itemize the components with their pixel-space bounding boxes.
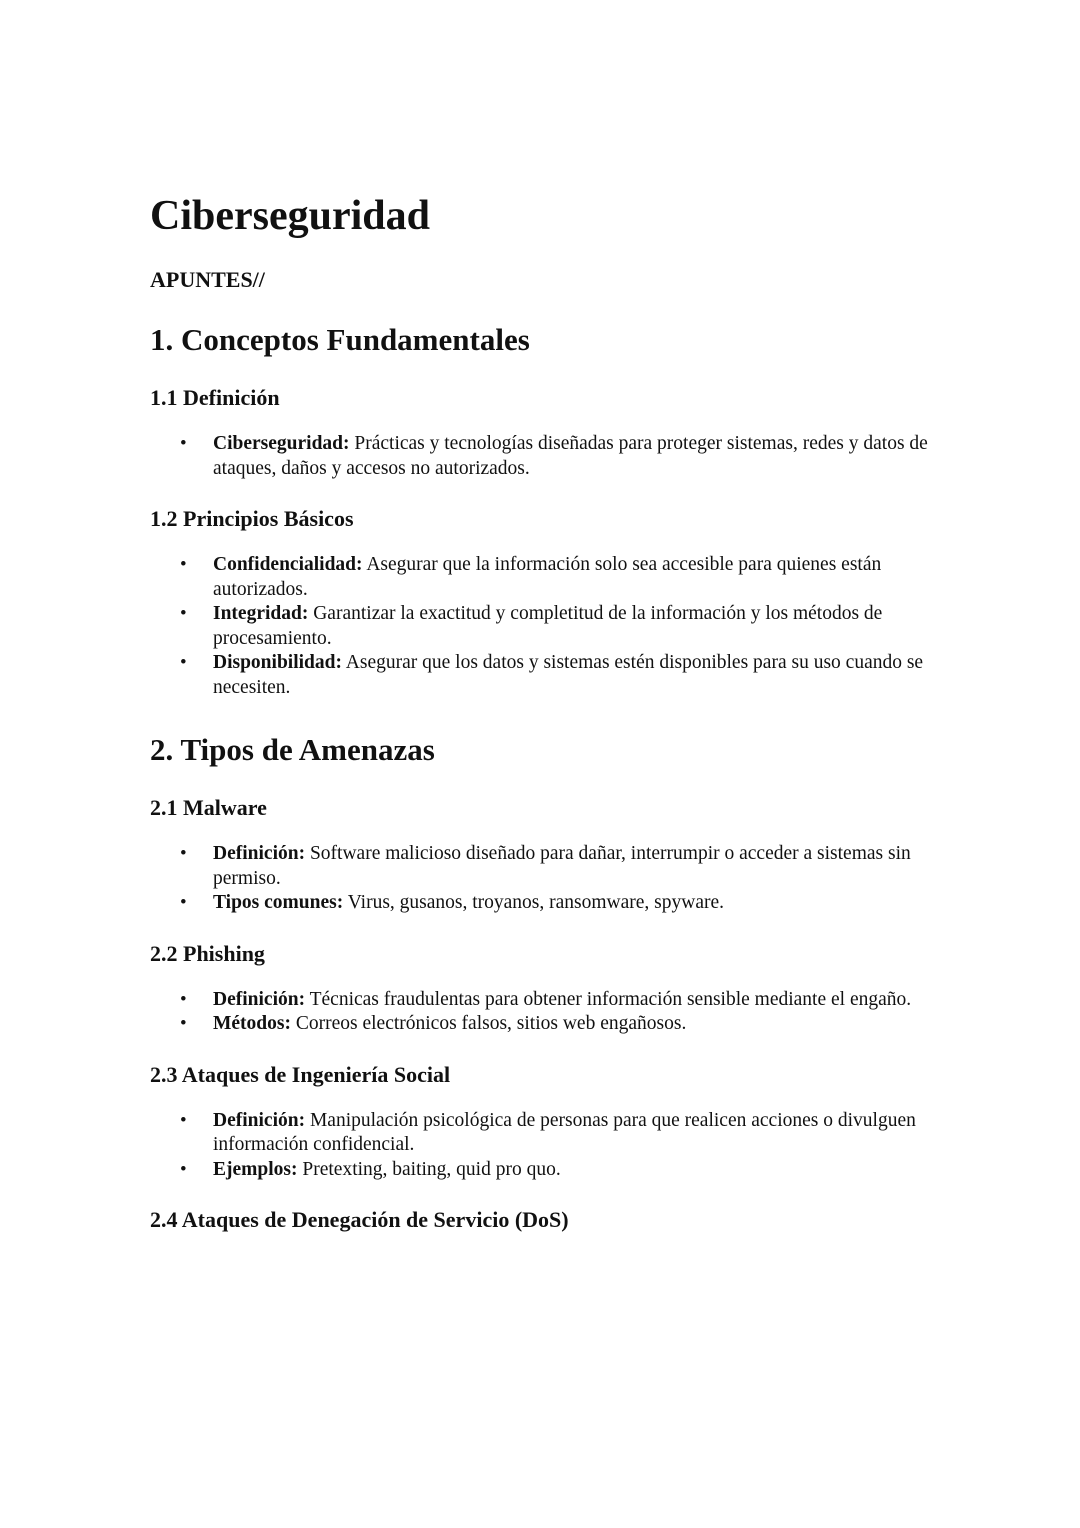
subsection-heading-2-3: 2.3 Ataques de Ingeniería Social [150,1061,451,1087]
list-item [150,1109,930,1158]
item-text: Pretexting, baiting, quid pro quo. [297,1158,561,1180]
document-page [150,190,930,1254]
item-term: Métodos: [213,1013,291,1034]
list-item [150,553,930,602]
item-text: Garantizar la exactitud y completitud de la información y los métodos de procesamiento. [213,603,883,649]
subsection-heading-2-4: 2.4 Ataques de Denegación de Servicio (DoS) [150,1207,569,1232]
item-term: Integridad: [213,603,309,624]
list-item [150,1012,930,1037]
item-term: Ejemplos: [213,1158,298,1180]
item-text: Asegurar que los datos y sistemas estén disponibles para su uso cuando se necesiten. [213,652,924,698]
bullet-list [150,432,930,481]
list-item [150,988,930,1013]
item-term: Definición: [213,843,306,864]
item-text: Prácticas y tecnologías diseñadas para proteger sistemas, redes y datos de ataques, daños y accesos no autorizados. [213,433,928,479]
subsection-heading-2-1: 2.1 Malware [150,795,267,820]
item-text: Software malicioso diseñado para dañar, interrumpir o acceder a sistemas sin permiso. [213,843,911,889]
list-item [150,1158,930,1183]
list-item [150,842,930,891]
section-heading-2: 2. Tipos de Amenazas [150,732,435,767]
item-text: Técnicas fraudulentas para obtener información sensible mediante el engaño. [305,988,912,1010]
list-item [150,891,930,916]
subsection-heading-1-1: 1.1 Definición [150,385,280,410]
bullet-list [150,553,930,700]
item-term: Disponibilidad: [213,652,342,673]
section-heading-1: 1. Conceptos Fundamentales [150,322,530,357]
document-title: Ciberseguridad [150,193,431,239]
bullet-list [150,842,930,916]
subsection-heading-1-2: 1.2 Principios Básicos [150,506,354,531]
item-text: Manipulación psicológica de personas para que realicen acciones o divulguen información confidencial. [213,1109,916,1155]
item-term: Definición: [213,988,306,1010]
item-term: Ciberseguridad: [213,433,350,454]
item-term: Definición: [213,1109,306,1131]
item-text: Correos electrónicos falsos, sitios web engañosos. [290,1013,687,1034]
bullet-list [150,988,930,1037]
list-item [150,432,930,481]
item-term: Confidencialidad: [213,554,363,575]
item-text: Asegurar que la información solo sea accesible para quienes están autorizados. [213,554,882,600]
bullet-list [150,1109,930,1183]
list-item [150,602,930,651]
document-subtitle: APUNTES// [150,267,265,292]
item-text: Virus, gusanos, troyanos, ransomware, spyware. [343,892,725,913]
list-item [150,651,930,700]
subsection-heading-2-2: 2.2 Phishing [150,940,265,966]
item-term: Tipos comunes: [213,892,344,913]
